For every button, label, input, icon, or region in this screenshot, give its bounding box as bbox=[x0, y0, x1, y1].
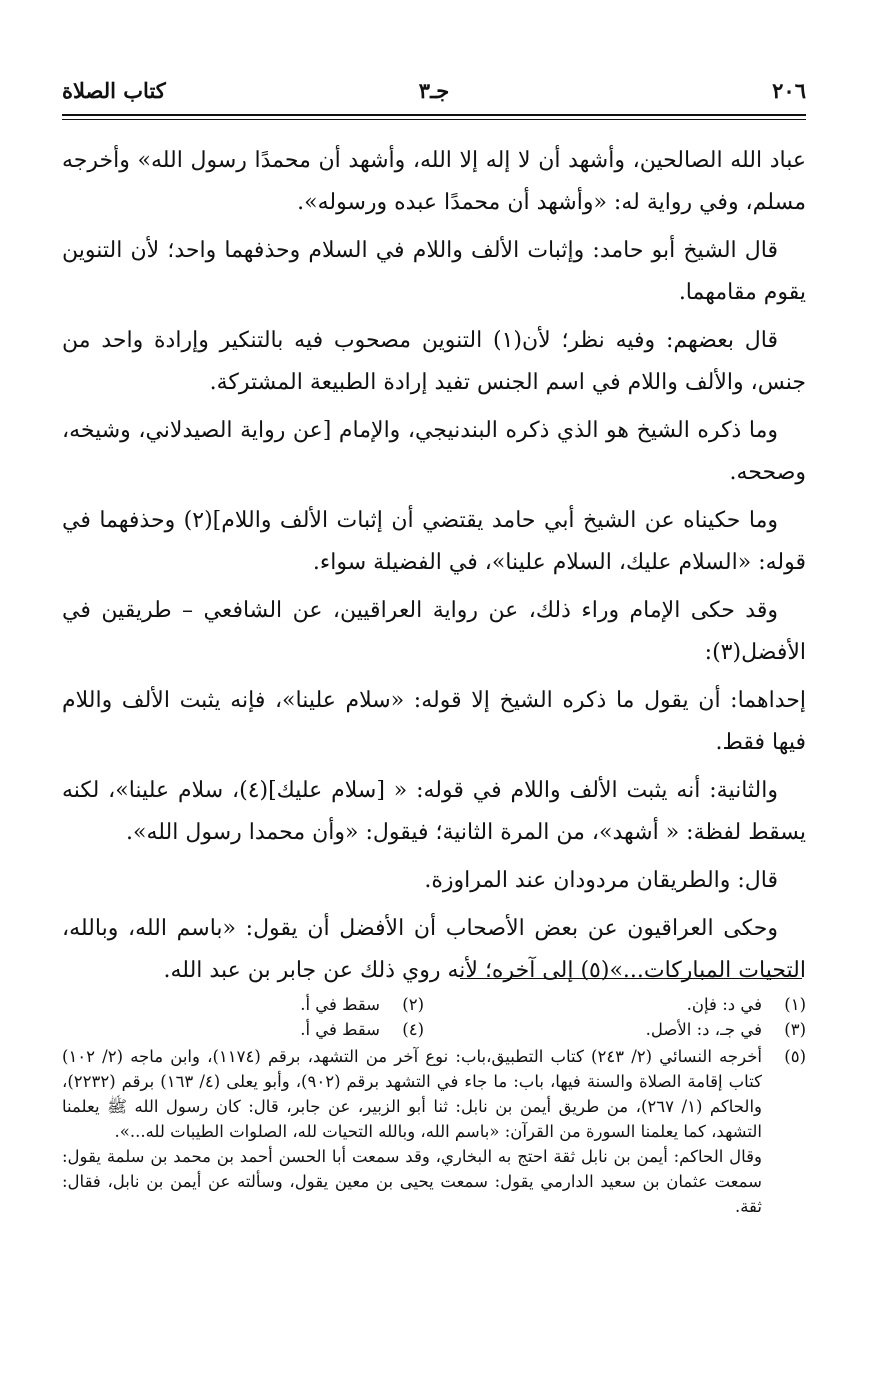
footnote-paragraph: وقال الحاكم: أيمن بن نابل ثقة احتج به البخاري، وقد سمعت أبا الحسن أحمد بن محمد بن سلمة يقول: سمعت عثمان بن سعيد الدارمي يقول: سمعت يحيى بن معين يقول، وسألته عن أيمن بن نابل، فقال: ثقة. bbox=[62, 1147, 762, 1216]
footnote-2 bbox=[62, 992, 424, 1017]
main-text bbox=[62, 140, 806, 998]
paragraph: عباد الله الصالحين، وأشهد أن لا إله إلا الله، وأشهد أن محمدًا رسول الله» وأخرجه مسلم، وفي رواية له: «وأشهد أن محمدًا عبده ورسوله». bbox=[62, 148, 806, 215]
footnotes bbox=[62, 992, 806, 1219]
paragraph: قال الشيخ أبو حامد: وإثبات الألف واللام في السلام وحذفهما واحد؛ لأن التنوين يقوم مقامهما. bbox=[62, 238, 806, 305]
page-number: ٢٠٦ bbox=[772, 78, 806, 103]
paragraph: إحداهما: أن يقول ما ذكره الشيخ إلا قوله: «سلام علينا»، فإنه يثبت الألف واللام فيها فقط. bbox=[62, 688, 806, 755]
header-rule-thin bbox=[62, 119, 806, 120]
paragraph: وما حكيناه عن الشيخ أبي حامد يقتضي أن إثبات الألف واللام](٢) وحذفهما في قوله: «السلام عليك، السلام علينا»، في الفضيلة سواء. bbox=[62, 508, 806, 575]
footnote-number: (٣) bbox=[784, 1020, 806, 1039]
footnote-paragraph: أخرجه النسائي (٢/ ٢٤٣) كتاب التطبيق،باب: نوع آخر من التشهد، برقم (١١٧٤)، وابن ماجه (٢/ ١٠٢) كتاب إقامة الصلاة والسنة فيها، باب: ما جاء في التشهد برقم (٩٠٢)، وأبو يعلى (٤/ ١٦٣) برقم (٢٢٣٢)، والحاكم (١/ ٢٦٧)، من طريق أيمن بن نابل: ثنا أبو الزبير، عن جابر، قال: كان رسول الله ﷺ يعلمنا التشهد، كما يعلمنا السورة من القرآن: «باسم الله، وبالله التحيات لله، الصلوات الطيبات لله...». bbox=[62, 1047, 763, 1141]
footnote-number: (١) bbox=[784, 995, 806, 1014]
paragraph: والثانية: أنه يثبت الألف واللام في قوله: « [سلام عليك](٤)، سلام علينا»، لكنه يسقط لفظة: « أشهد»، من المرة الثانية؛ فيقول: «وأن محمدا رسول الله». bbox=[62, 778, 806, 845]
book-title: كتاب الصلاة bbox=[62, 78, 166, 103]
footnote-text: سقط في أ. bbox=[300, 1020, 380, 1039]
footnote-5 bbox=[62, 1044, 806, 1219]
footnote-4 bbox=[62, 1017, 424, 1042]
footnote-number: (٢) bbox=[402, 995, 424, 1014]
paragraph: قال بعضهم: وفيه نظر؛ لأن(١) التنوين مصحوب فيه بالتنكير وإرادة واحد من جنس، والألف واللام في اسم الجنس تفيد إرادة الطبيعة المشتركة. bbox=[62, 328, 806, 395]
header-rule-thick bbox=[62, 114, 806, 116]
footnote-number: (٥) bbox=[784, 1047, 806, 1066]
footnote-1 bbox=[444, 992, 806, 1017]
volume-number: جـ٣ bbox=[418, 78, 450, 103]
footnote-text: في د: فإن. bbox=[686, 995, 762, 1014]
paragraph: وما ذكره الشيخ هو الذي ذكره البندنيجي، والإمام [عن رواية الصيدلاني، وشيخه، وصححه. bbox=[62, 418, 806, 485]
footnote-separator bbox=[460, 978, 802, 979]
paragraph: قال: والطريقان مردودان عند المراوزة. bbox=[424, 868, 778, 893]
footnote-text: في جـ، د: الأصل. bbox=[645, 1020, 762, 1039]
running-header bbox=[62, 74, 806, 110]
paragraph: وحكى العراقيون عن بعض الأصحاب أن الأفضل أن يقول: «باسم الله، وبالله، التحيات المباركات...»(٥) إلى آخره؛ لأنه روي ذلك عن جابر بن عبد الله. bbox=[62, 916, 806, 983]
footnote-number: (٤) bbox=[402, 1020, 424, 1039]
footnote-3 bbox=[444, 1017, 806, 1042]
paragraph: وقد حكى الإمام وراء ذلك، عن رواية العراقيين، عن الشافعي – طريقين في الأفضل(٣): bbox=[62, 598, 806, 665]
footnote-text: سقط في أ. bbox=[300, 995, 380, 1014]
